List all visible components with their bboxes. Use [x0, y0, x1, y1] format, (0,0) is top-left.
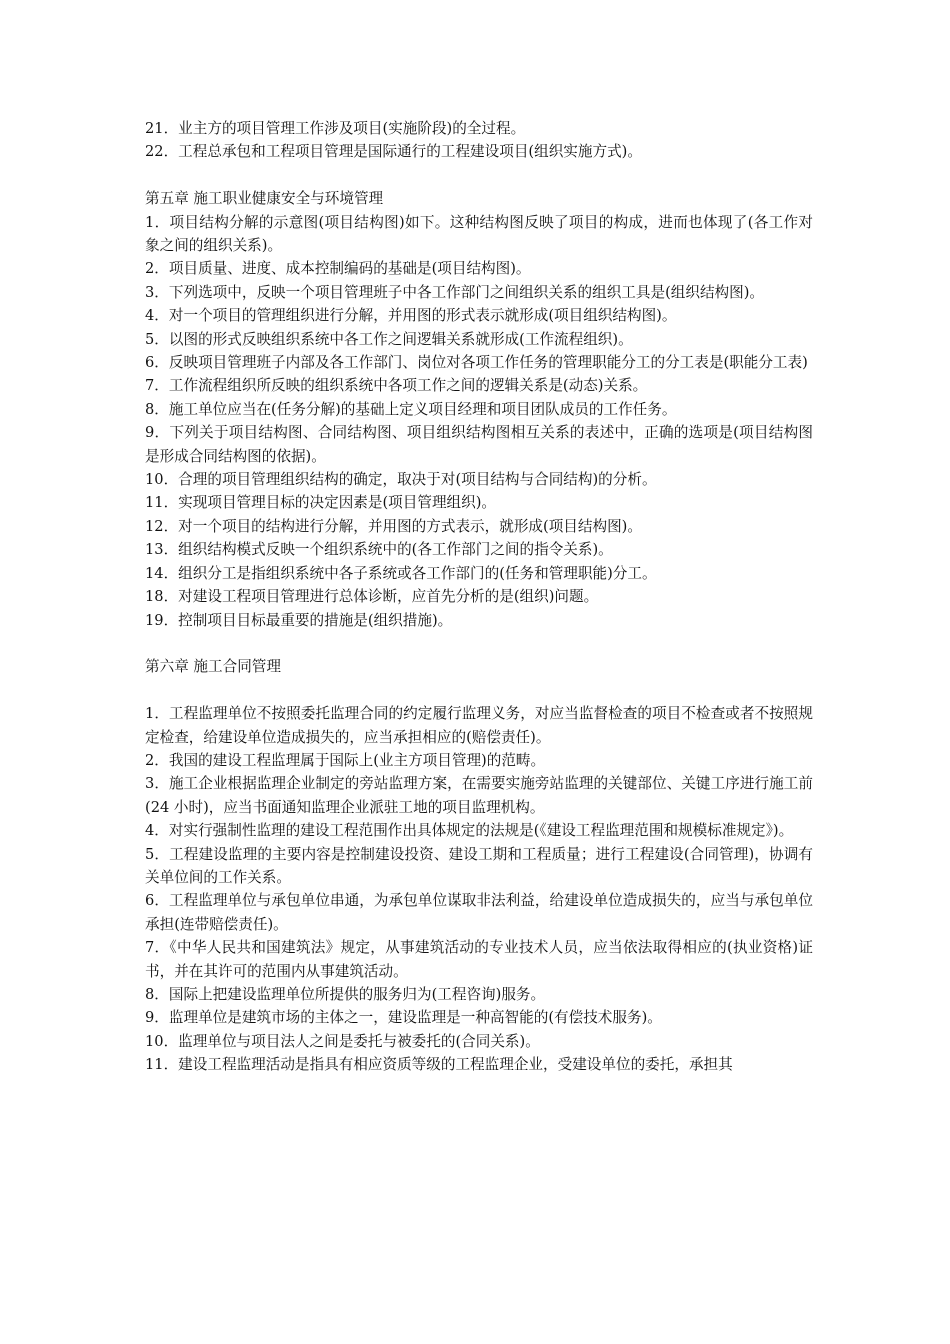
list-item: 18．对建设工程项目管理进行总体诊断，应首先分析的是(组织)问题。 — [145, 588, 599, 606]
list-item: 10．监理单位与项目法人之间是委托与被委托的(合同关系)。 — [145, 1032, 540, 1050]
list-item: 3．施工企业根据监理企业制定的旁站监理方案，在需要实施旁站监理的关键部位、关键工序进行施工前(24 小时)，应当书面通知监理企业派驻工地的项目监理机构。 — [145, 775, 813, 816]
list-item: 4．对一个项目的管理组织进行分解，并用图的形式表示就形成(项目组织结构图)。 — [145, 307, 677, 325]
list-item: 11．实现项目管理目标的决定因素是(项目管理组织)。 — [145, 494, 497, 512]
list-item: 12．对一个项目的结构进行分解，并用图的方式表示，就形成(项目结构图)。 — [145, 517, 642, 535]
list-item: 7．《中华人民共和国建筑法》规定，从事建筑活动的专业技术人员，应当依法取得相应的(执业资格)证书，并在其许可的范围内从事建筑活动。 — [145, 939, 813, 980]
list-item: 21．业主方的项目管理工作涉及项目(实施阶段)的全过程。 — [145, 120, 526, 137]
spacer — [145, 164, 813, 187]
list-item: 2．我国的建设工程监理属于国际上(业主方项目管理)的范畴。 — [145, 751, 546, 769]
chapter-heading: 第六章 施工合同管理 — [145, 658, 281, 676]
list-item: 10．合理的项目管理组织结构的确定，取决于对(项目结构与合同结构)的分析。 — [145, 471, 657, 489]
list-item: 9．下列关于项目结构图、合同结构图、项目组织结构图相互关系的表述中，正确的选项是(项目结构图是形成合同结构图的依据)。 — [145, 424, 813, 465]
list-item: 2．项目质量、进度、成本控制编码的基础是(项目结构图)。 — [145, 260, 531, 278]
list-item: 5．工程建设监理的主要内容是控制建设投资、建设工期和工程质量；进行工程建设(合同管理)，协调有关单位间的工作关系。 — [145, 845, 813, 886]
list-item: 1．工程监理单位不按照委托监理合同的约定履行监理义务，对应当监督检查的项目不检查或者不按照规定检查，给建设单位造成损失的，应当承担相应的(赔偿责任)。 — [145, 705, 813, 746]
list-item: 3．下列选项中，反映一个项目管理班子中各工作部门之间组织关系的组织工具是(组织结构图)。 — [145, 283, 765, 301]
list-item: 4．对实行强制性监理的建设工程范围作出具体规定的法规是(《建设工程监理范围和规模标准规定》)。 — [145, 822, 794, 840]
chapter-heading: 第五章 施工职业健康安全与环境管理 — [145, 190, 384, 208]
list-item: 19．控制项目目标最重要的措施是(组织措施)。 — [145, 611, 453, 629]
spacer — [145, 679, 813, 702]
spacer — [145, 632, 813, 655]
list-item: 11．建设工程监理活动是指具有相应资质等级的工程监理企业，受建设单位的委托，承担其 — [145, 1056, 733, 1074]
list-item: 6．反映项目管理班子内部及各工作部门、岗位对各项工作任务的管理职能分工的分工表是(职能分工表) — [145, 354, 808, 372]
list-item: 8．施工单位应当在(任务分解)的基础上定义项目经理和项目团队成员的工作任务。 — [145, 400, 677, 418]
list-item: 9．监理单位是建筑市场的主体之一，建设监理是一种高智能的(有偿技术服务)。 — [145, 1009, 662, 1027]
list-item: 7．工作流程组织所反映的组织系统中各项工作之间的逻辑关系是(动态)关系。 — [145, 377, 648, 395]
document-body — [145, 117, 813, 1077]
list-item: 1．项目结构分解的示意图(项目结构图)如下。这种结构图反映了项目的构成，进而也体现了(各工作对象之间的组织关系)。 — [145, 213, 813, 255]
list-item: 5．以图的形式反映组织系统中各工作之间逻辑关系就形成(工作流程组织)。 — [145, 330, 633, 348]
list-item: 13．组织结构模式反映一个组织系统中的(各工作部门之间的指令关系)。 — [145, 541, 613, 559]
list-item: 14．组织分工是指组织系统中各子系统或各工作部门的(任务和管理职能)分工。 — [145, 564, 657, 582]
list-item: 8．国际上把建设监理单位所提供的服务归为(工程咨询)服务。 — [145, 985, 546, 1003]
list-item: 22．工程总承包和工程项目管理是国际通行的工程建设项目(组织实施方式)。 — [145, 143, 642, 161]
list-item: 6．工程监理单位与承包单位串通，为承包单位谋取非法利益，给建设单位造成损失的，应当与承包单位承担(连带赔偿责任)。 — [145, 892, 813, 933]
